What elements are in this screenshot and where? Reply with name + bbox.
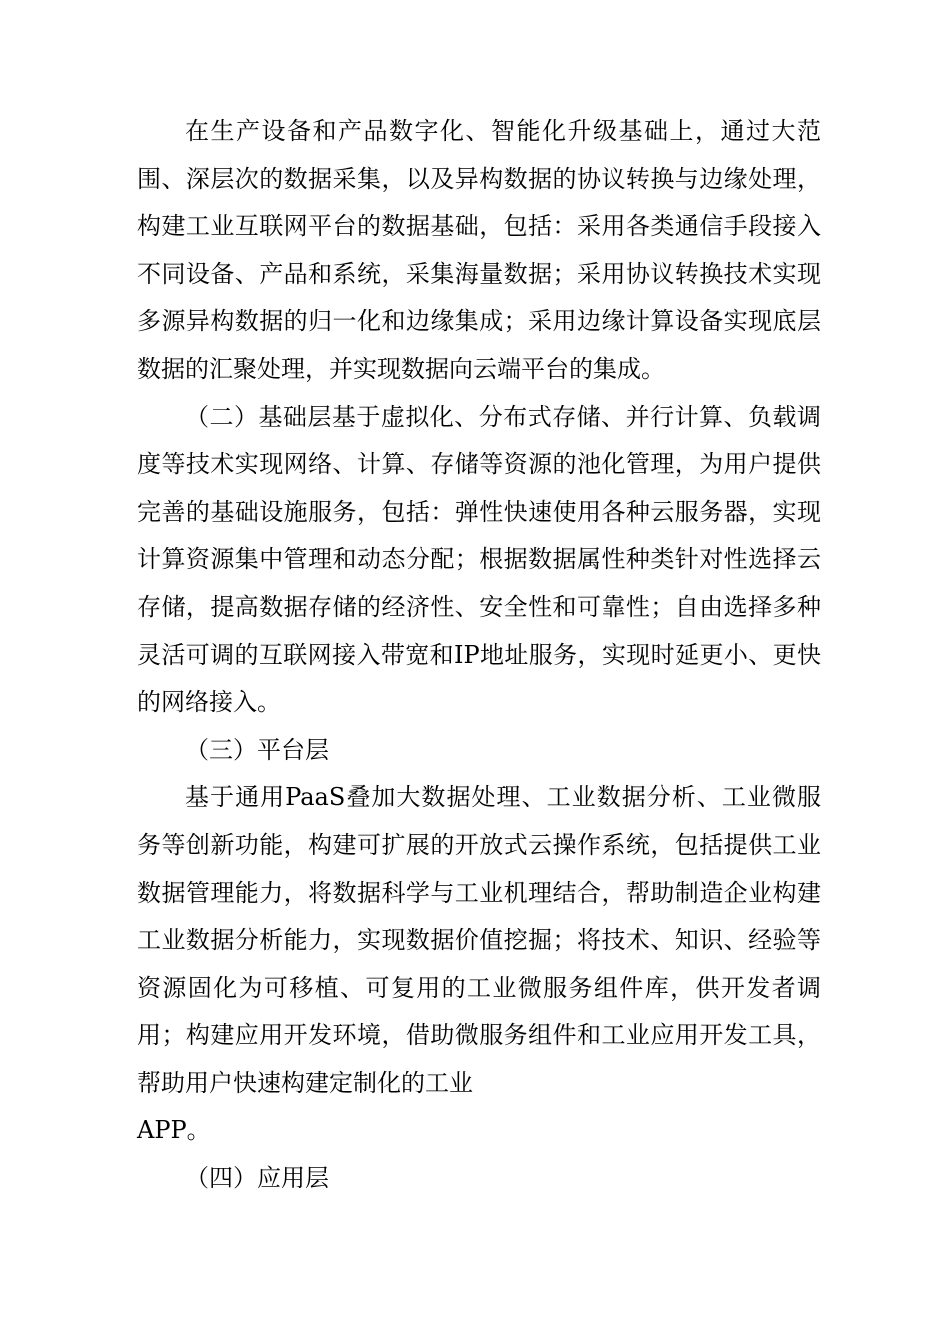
paragraph-infrastructure-layer: （二）基础层基于虚拟化、分布式存储、并行计算、负载调度等技术实现网络、计算、存储等资源的池化管理，为用户提供完善的基础设施服务，包括：弹性快速使用各种云服务器，实现计算资源集中管理和动态分配；根据数据属性种类针对性选择云存储，提高数据存储的经济性、安全性和可靠性；自由选择多种灵活可调的互联网接入带宽和IP地址服务，实现时延更小、更快的网络接入。: [137, 402, 821, 717]
paragraph-platform-layer: 基于通用PaaS叠加大数据处理、工业数据分析、工业微服务等创新功能，构建可扩展的开放式云操作系统，包括提供工业数据管理能力，将数据科学与工业机理结合，帮助制造企业构建工业数据分析能力，实现数据价值挖掘；将技术、知识、经验等资源固化为可移植、可复用的工业微服务组件库，供开发者调用；构建应用开发环境，借助微服务组件和工业应用开发工具，帮助用户快速构建定制化的工业: [137, 783, 821, 1097]
paragraph-app-suffix: APP。: [137, 1116, 211, 1145]
paragraph-data-collection: 在生产设备和产品数字化、智能化升级基础上，通过大范围、深层次的数据采集，以及异构数据的协议转换与边缘处理，构建工业互联网平台的数据基础，包括：采用各类通信手段接入不同设备、产品和系统，采集海量数据；采用协议转换技术实现多源异构数据的归一化和边缘集成；采用边缘计算设备实现底层数据的汇聚处理，并实现数据向云端平台的集成。: [137, 117, 821, 383]
document-body: [137, 108, 821, 1203]
heading-application-layer: （四）应用层: [185, 1164, 329, 1193]
heading-platform-layer: （三）平台层: [185, 735, 329, 764]
